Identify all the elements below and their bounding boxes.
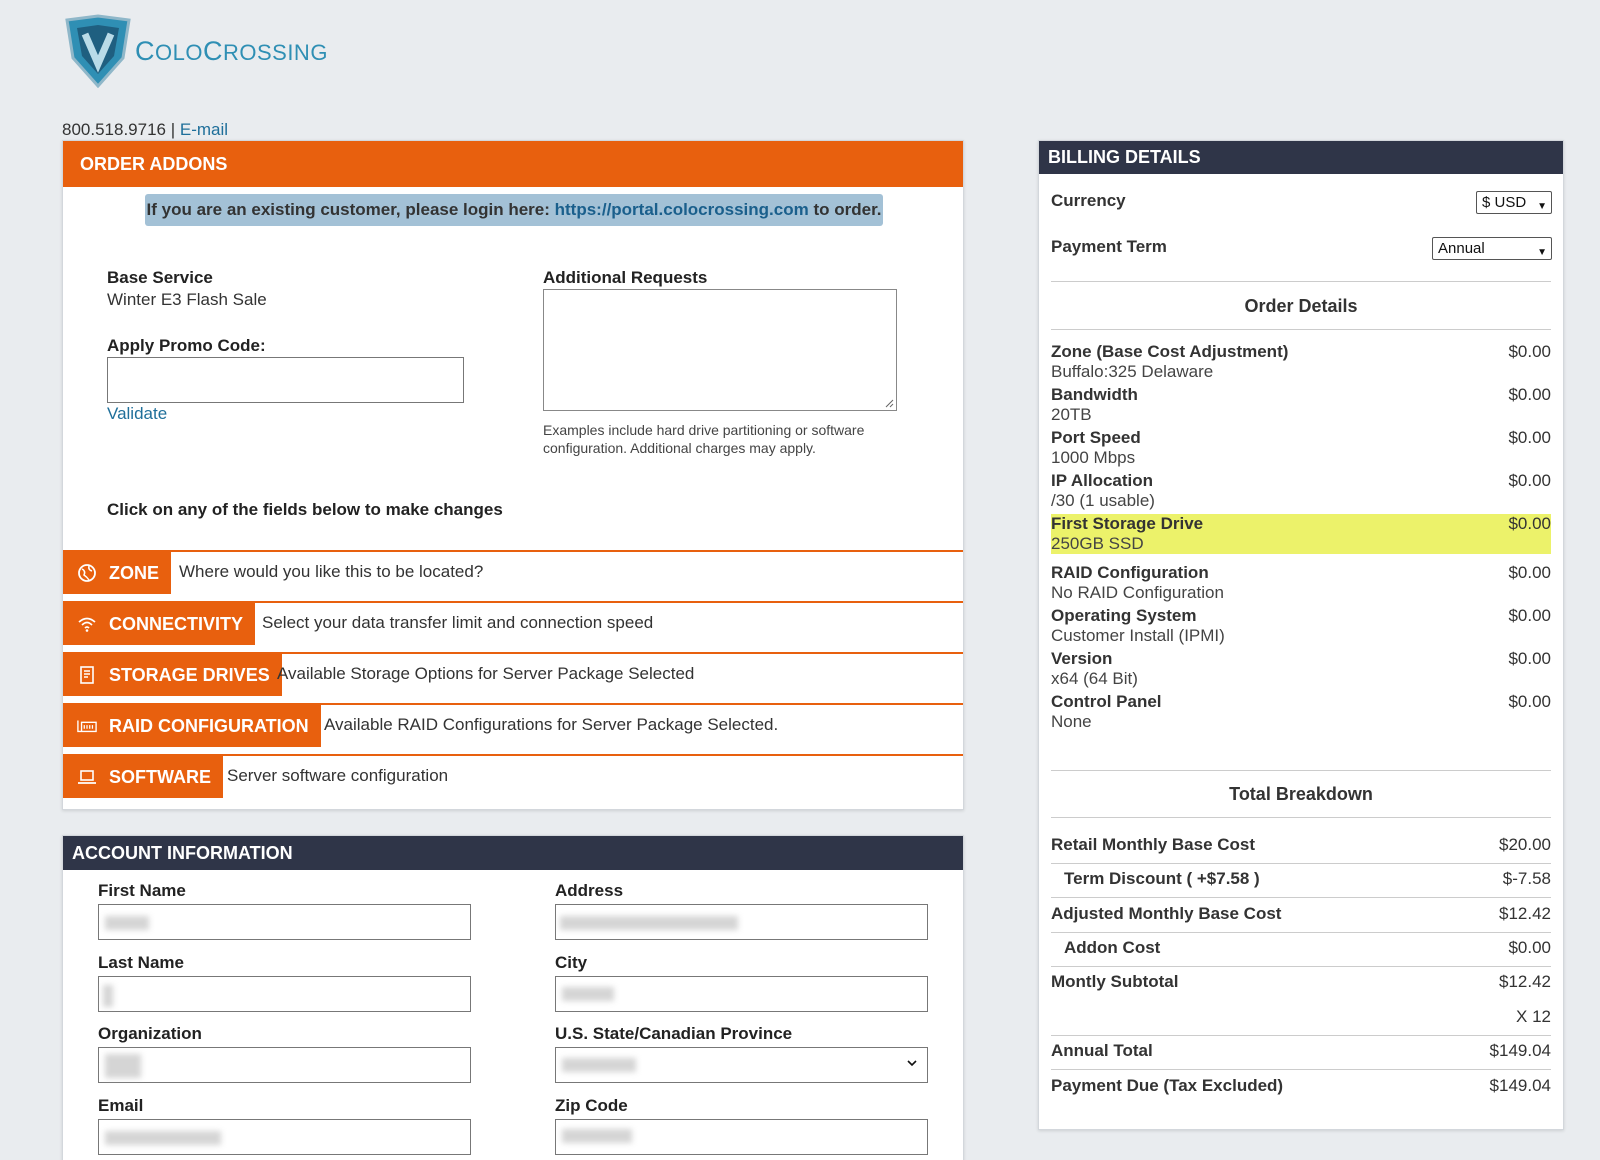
- chevron-down-icon: ▼: [1537, 201, 1547, 212]
- order-item-row: [1051, 428, 1551, 468]
- instructions-text: Click on any of the fields below to make changes: [107, 500, 503, 519]
- order-item-price: $0.00: [1508, 514, 1551, 533]
- total-value: $149.04: [1489, 1041, 1551, 1060]
- city-input[interactable]: [555, 976, 928, 1012]
- resize-handle-icon[interactable]: [884, 398, 894, 408]
- first-name-label: First Name: [98, 881, 186, 900]
- promo-code-input[interactable]: [107, 357, 464, 403]
- order-item-name: IP Allocation: [1051, 471, 1154, 490]
- order-item-row: [1051, 649, 1551, 689]
- total-row: [1051, 1007, 1551, 1027]
- raid-icon: [77, 716, 97, 736]
- payment-term-select[interactable]: Annual ▼: [1432, 237, 1552, 260]
- additional-requests-textarea[interactable]: [543, 289, 897, 411]
- contact-line: 800.518.9716 | E-mail: [62, 120, 229, 139]
- total-row: [1051, 972, 1551, 992]
- chevron-down-icon: ▼: [1537, 247, 1547, 258]
- addon-row-zone[interactable]: [63, 550, 963, 594]
- email-link[interactable]: E-mail: [179, 120, 229, 139]
- requests-label: Additional Requests: [543, 268, 708, 287]
- order-item-price: $0.00: [1508, 471, 1551, 490]
- addon-desc-zone: Where would you like this to be located?: [179, 562, 484, 581]
- order-item-detail: Buffalo:325 Delaware: [1051, 362, 1214, 381]
- last-name-input[interactable]: [98, 976, 471, 1012]
- total-label: Addon Cost: [1064, 938, 1161, 957]
- state-select[interactable]: [555, 1047, 928, 1083]
- order-item-price: $0.00: [1508, 342, 1551, 361]
- total-label: Montly Subtotal: [1051, 972, 1179, 991]
- base-service-value: Winter E3 Flash Sale: [107, 290, 267, 309]
- addon-desc-software: Server software configuration: [227, 766, 449, 785]
- validate-link[interactable]: Validate: [107, 404, 168, 423]
- address-label: Address: [555, 881, 624, 900]
- order-item-name: Zone (Base Cost Adjustment): [1051, 342, 1289, 361]
- requests-hint: Examples include hard drive partitioning or software configuration. Additional charges may apply.: [543, 422, 865, 456]
- order-item-detail: No RAID Configuration: [1051, 583, 1224, 602]
- order-item-detail: 20TB: [1051, 405, 1092, 424]
- currency-select[interactable]: $ USD ▼: [1476, 191, 1552, 214]
- drive-icon: [77, 665, 97, 685]
- addon-row-connectivity[interactable]: [63, 601, 963, 645]
- total-label: Term Discount ( +$7.58 ): [1064, 869, 1260, 888]
- city-label: City: [555, 953, 588, 972]
- order-item-name: Bandwidth: [1051, 385, 1138, 404]
- order-item-price: $0.00: [1508, 692, 1551, 711]
- account-information-panel: [62, 835, 964, 1160]
- order-item-name: Port Speed: [1051, 428, 1141, 447]
- organization-input[interactable]: [98, 1047, 471, 1083]
- order-item-detail: Customer Install (IPMI): [1051, 626, 1225, 645]
- addon-desc-storage: Available Storage Options for Server Package Selected: [277, 664, 695, 683]
- email-input[interactable]: [98, 1119, 471, 1155]
- brand-name: COLOCROSSING: [135, 35, 328, 66]
- total-row: [1051, 1041, 1551, 1061]
- total-label: Retail Monthly Base Cost: [1051, 835, 1256, 854]
- total-label: Adjusted Monthly Base Cost: [1051, 904, 1282, 923]
- total-row: [1051, 904, 1551, 924]
- total-breakdown-heading: Total Breakdown: [1229, 784, 1373, 804]
- last-name-label: Last Name: [98, 953, 184, 972]
- zip-code-label: Zip Code: [555, 1096, 628, 1115]
- total-label: Annual Total: [1051, 1041, 1153, 1060]
- total-label: [1051, 1007, 1551, 1027]
- existing-customer-notice: If you are an existing customer, please login here: https://portal.colocrossing.com to order.: [145, 194, 883, 226]
- addon-tab-zone[interactable]: ZONE: [63, 552, 171, 594]
- order-item-name: Version: [1051, 649, 1113, 668]
- globe-icon: [77, 563, 97, 583]
- addon-tab-software[interactable]: SOFTWARE: [63, 756, 223, 798]
- state-label: U.S. State/Canadian Province: [555, 1024, 793, 1043]
- order-addons-title: ORDER ADDONS: [63, 141, 963, 187]
- order-details-heading: Order Details: [1244, 296, 1358, 316]
- order-item-price: $0.00: [1508, 606, 1551, 625]
- total-row: [1051, 1076, 1551, 1096]
- order-item-detail: x64 (64 Bit): [1051, 669, 1138, 688]
- first-name-input[interactable]: [98, 904, 471, 940]
- order-item-row: [1051, 606, 1551, 646]
- total-label: Payment Due (Tax Excluded): [1051, 1076, 1284, 1095]
- colocrossing-logo[interactable]: [63, 14, 328, 88]
- address-input[interactable]: [555, 904, 928, 940]
- order-item-detail: None: [1051, 712, 1092, 731]
- total-value: $149.04: [1489, 1076, 1551, 1095]
- total-row: [1051, 869, 1551, 889]
- order-item-row: [1051, 385, 1551, 425]
- total-row: [1051, 938, 1551, 958]
- order-item-name: First Storage Drive: [1051, 514, 1204, 533]
- order-item-price: $0.00: [1508, 385, 1551, 404]
- addon-row-storage[interactable]: [63, 652, 963, 696]
- total-value: $12.42: [1499, 904, 1551, 923]
- zip-code-input[interactable]: [555, 1119, 928, 1155]
- organization-label: Organization: [98, 1024, 202, 1043]
- order-item-name: Operating System: [1051, 606, 1197, 625]
- account-information-title: ACCOUNT INFORMATION: [63, 836, 963, 870]
- billing-details-panel: [1038, 140, 1564, 1130]
- addon-desc-raid: Available RAID Configurations for Server Package Selected.: [324, 715, 779, 734]
- order-item-row: [1051, 692, 1551, 732]
- portal-link[interactable]: https://portal.colocrossing.com: [554, 200, 809, 219]
- order-item-detail: 250GB SSD: [1051, 534, 1144, 553]
- total-value: $20.00: [1499, 835, 1551, 854]
- phone-number: 800.518.9716: [62, 120, 166, 139]
- total-value: $-7.58: [1502, 869, 1551, 888]
- order-item-name: Control Panel: [1051, 692, 1162, 711]
- addon-tab-storage[interactable]: STORAGE DRIVES: [63, 654, 282, 696]
- total-row: [1051, 835, 1551, 855]
- email-label: Email: [98, 1096, 144, 1115]
- addon-tab-raid[interactable]: RAID CONFIGURATION: [63, 705, 321, 747]
- payment-term-label: Payment Term: [1051, 237, 1167, 256]
- billing-details-title: BILLING DETAILS: [1039, 141, 1563, 174]
- order-item-row: [1051, 563, 1551, 603]
- order-item-name: RAID Configuration: [1051, 563, 1209, 582]
- order-item-detail: 1000 Mbps: [1051, 448, 1136, 467]
- base-service-label: Base Service: [107, 268, 213, 287]
- addon-row-software[interactable]: [63, 754, 963, 798]
- addon-tab-connectivity[interactable]: CONNECTIVITY: [63, 603, 255, 645]
- order-item-row: [1051, 342, 1551, 382]
- order-item-price: $0.00: [1508, 563, 1551, 582]
- total-value: $12.42: [1499, 972, 1551, 991]
- order-item-row: [1051, 471, 1551, 511]
- shield-logo-icon: [63, 14, 133, 88]
- order-addons-panel: [62, 140, 964, 810]
- total-value: $0.00: [1508, 938, 1551, 957]
- addon-row-raid[interactable]: [63, 703, 963, 747]
- order-item-price: $0.00: [1508, 649, 1551, 668]
- order-item-price: $0.00: [1508, 428, 1551, 447]
- addon-desc-connectivity: Select your data transfer limit and connection speed: [262, 613, 654, 632]
- currency-label: Currency: [1051, 191, 1126, 210]
- laptop-icon: [77, 767, 97, 787]
- chevron-down-icon: [907, 1058, 917, 1068]
- order-item-detail: /30 (1 usable): [1051, 491, 1155, 510]
- wifi-icon: [77, 614, 97, 634]
- total-value: X 12: [1516, 1007, 1551, 1026]
- order-item-row: [1051, 514, 1551, 554]
- promo-label: Apply Promo Code:: [107, 336, 266, 355]
